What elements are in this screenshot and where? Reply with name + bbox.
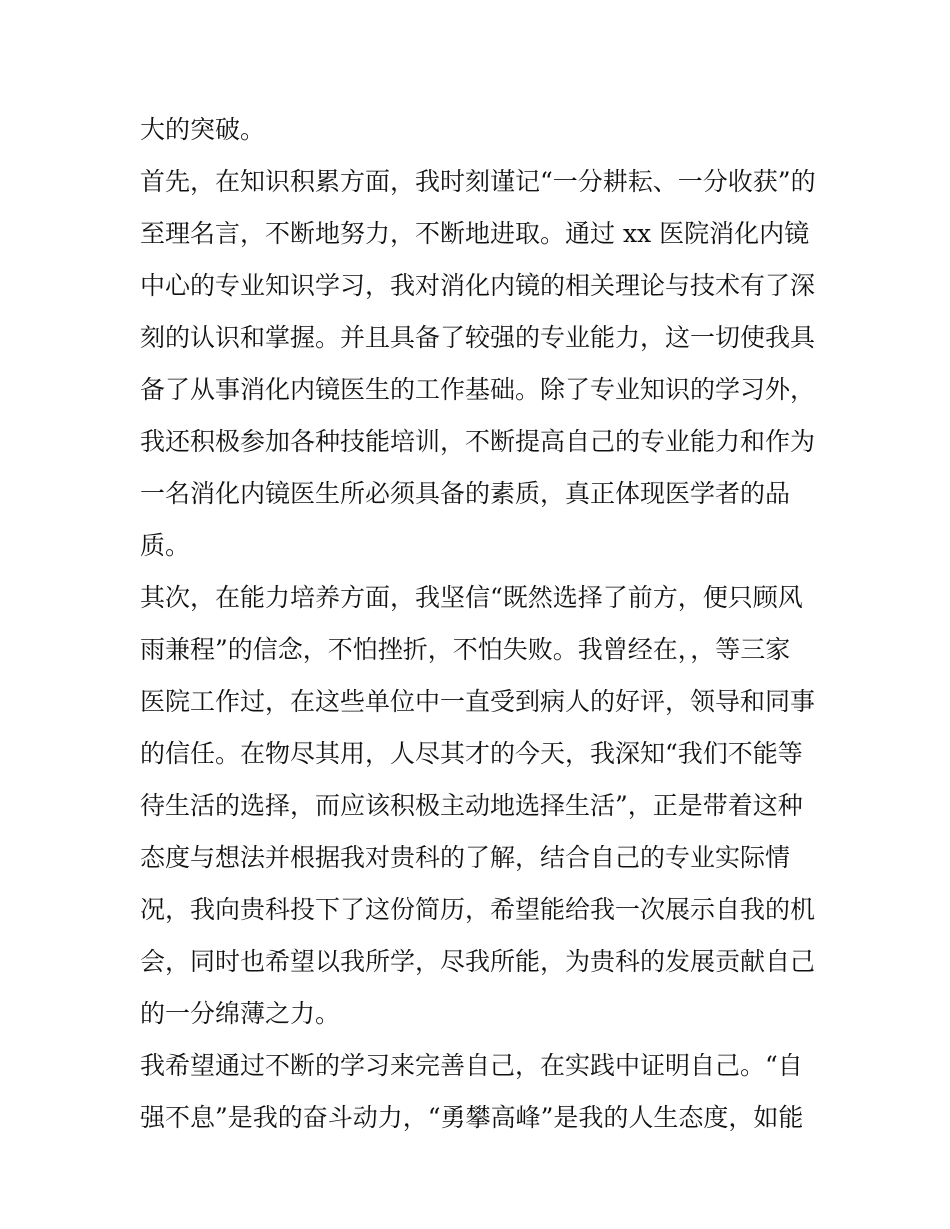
text-line: 会，同时也希望以我所学，尽我所能，为贵科的发展贡献自己 (140, 947, 816, 976)
text-line: 医院工作过，在这些单位中一直受到病人的好评，领导和同事 (140, 687, 816, 716)
text-line: 刻的认识和掌握。并且具备了较强的专业能力，这一切使我具 (140, 323, 816, 352)
text-line: 至理名言，不断地努力，不断地进取。通过 xx 医院消化内镜 (140, 219, 810, 248)
text-line: 态度与想法并根据我对贵科的了解，结合自己的专业实际情 (140, 843, 791, 872)
text-line: 况，我向贵科投下了这份简历，希望能给我一次展示自我的机 (140, 895, 816, 924)
document-body (140, 110, 820, 1150)
text-line: 一名消化内镜医生所必须具备的素质，真正体现医学者的品 (140, 479, 791, 508)
text-line: 的一分绵薄之力。 (140, 999, 341, 1028)
text-line: 的信任。在物尽其用，人尽其才的今天，我深知“我们不能等 (140, 739, 803, 768)
text-line: 备了从事消化内镜医生的工作基础。除了专业知识的学习外， (140, 375, 816, 404)
text-line: 其次，在能力培养方面，我坚信“既然选择了前方，便只顾风 (140, 583, 803, 612)
text-line: 首先，在知识积累方面，我时刻谨记“一分耕耘、一分收获”的 (140, 167, 816, 196)
text-line: 中心的专业知识学习，我对消化内镜的相关理论与技术有了深 (140, 271, 816, 300)
text-line: 我还积极参加各种技能培训，不断提高自己的专业能力和作为 (140, 427, 816, 456)
text-line: 我希望通过不断的学习来完善自己，在实践中证明自己。“自 (140, 1051, 803, 1080)
text-line: 大的突破。 (140, 115, 266, 144)
text-line: 强不息”是我的奋斗动力，“勇攀高峰”是我的人生态度，如能 (140, 1103, 804, 1132)
text-line: 雨兼程”的信念，不怕挫折，不怕失败。我曾经在，，等三家 (140, 635, 791, 664)
text-line: 待生活的选择，而应该积极主动地选择生活”，正是带着这种 (140, 791, 803, 820)
text-line: 质。 (140, 531, 191, 560)
